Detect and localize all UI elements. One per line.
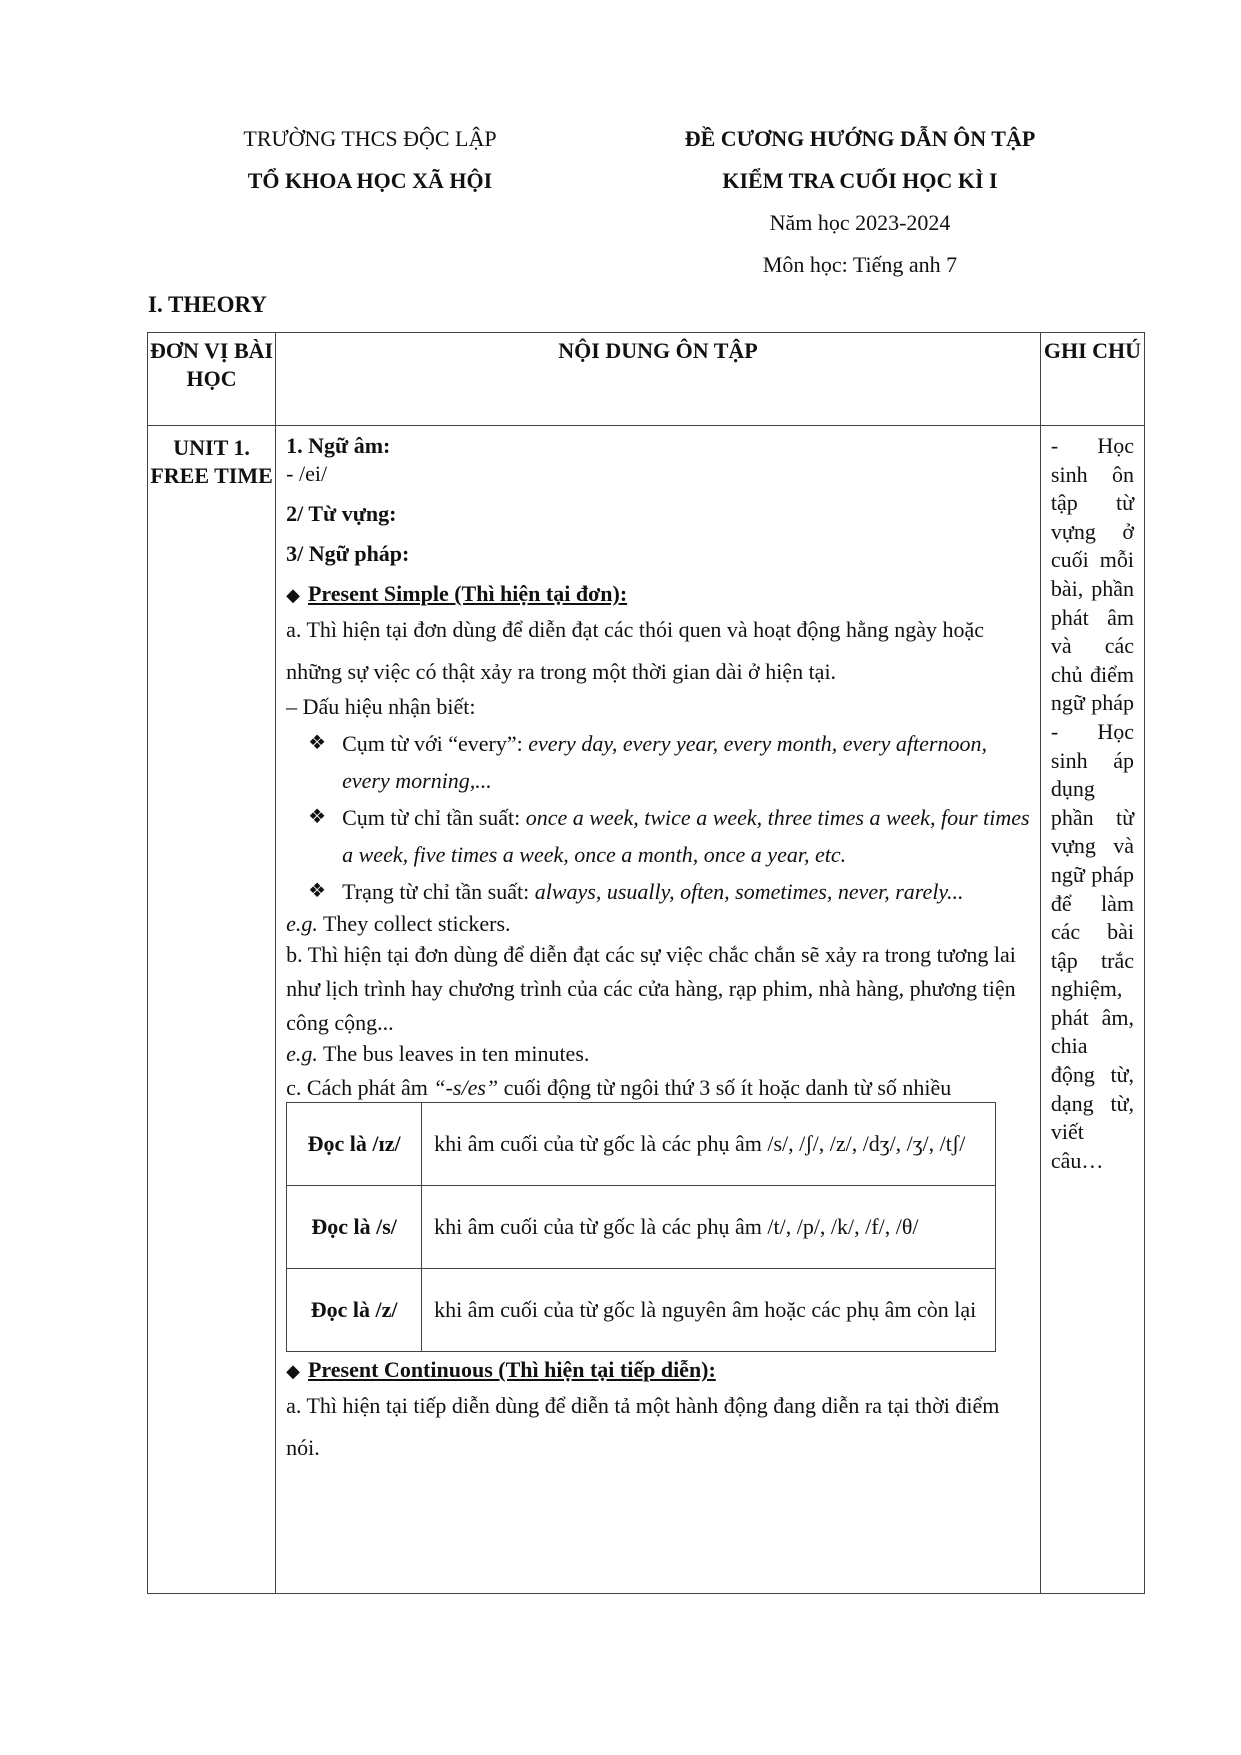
present-continuous-heading <box>286 1356 1030 1385</box>
present-continuous-usage-a: a. Thì hiện tại tiếp diễn dùng để diễn tả một hành động đang diễn ra tại thời điểm nói. <box>286 1393 1000 1460</box>
bullet-examples: once a week, twice a week, three times a week, four times a week, five times a week, once a month, once a year, etc. <box>342 805 1030 867</box>
subject-line: Môn học: Tiếng anh 7 <box>762 252 958 277</box>
table-row <box>287 1103 996 1186</box>
diamond-bullet-icon: ◆ <box>286 585 300 605</box>
eg-label: e.g. <box>286 1041 318 1066</box>
note-cell: - Học sinh ôn tập từ vựng ở cuối mỗi bài, phần phát âm và các chủ điểm ngữ pháp - Học sinh áp dụng phần từ vựng và ngữ pháp để làm các bài tập trắc nghiệm, phát âm, chia động từ, dạng từ, viết câu… <box>1040 426 1144 1594</box>
table-row <box>148 426 1145 1594</box>
review-table <box>147 332 1145 1594</box>
example-2-text: The bus leaves in ten minutes. <box>317 1041 590 1066</box>
bullet-lead: Cụm từ với “every”: <box>342 731 529 756</box>
sound-rule: khi âm cuối của từ gốc là các phụ âm /s/, /ʃ/, /z/, /dʒ/, /ʒ/, /tʃ/ <box>422 1103 996 1186</box>
signs-list <box>286 725 1030 910</box>
school-header <box>200 118 540 202</box>
example-1-text: They collect stickers. <box>317 911 511 936</box>
example-1 <box>286 910 1030 938</box>
bullet-examples: every day, every year, every month, every afternoon, every morning,... <box>342 731 987 793</box>
list-item <box>286 725 1030 799</box>
sound-label: Đọc là /z/ <box>287 1269 422 1352</box>
sound-label: Đọc là /s/ <box>287 1186 422 1269</box>
present-simple-usage-b: b. Thì hiện tại đơn dùng để diễn đạt các sự việc chắc chắn sẽ xảy ra trong tương lai như lịch trình hay chương trình của các cửa hàng, rạp phim, nhà hàng, phương tiện công cộng... <box>286 942 1016 1035</box>
document-header <box>640 118 1080 286</box>
bullet-lead: Trạng từ chỉ tần suất: <box>342 879 535 904</box>
table-row <box>287 1186 996 1269</box>
diamond-bullet-icon: ◆ <box>286 1361 300 1381</box>
present-simple-usage-a: a. Thì hiện tại đơn dùng để diễn đạt các thói quen và hoạt động hằng ngày hoặc những sự việc có thật xảy ra trong một thời gian dài ở hiện tại. <box>286 617 985 684</box>
rule-c-prefix: c. Cách phát âm <box>286 1075 434 1100</box>
bullet-lead: Cụm từ chỉ tần suất: <box>342 805 526 830</box>
header-note: GHI CHÚ <box>1040 333 1144 426</box>
rule-c-suffix: cuối động từ ngôi thứ 3 số ít hoặc danh từ số nhiều <box>498 1075 952 1100</box>
document-title: ĐỀ CƯƠNG HƯỚNG DẪN ÔN TẬP <box>684 126 1036 151</box>
eg-label: e.g. <box>286 911 318 936</box>
school-name: TRƯỜNG THCS ĐỘC LẬP <box>243 126 497 151</box>
example-2 <box>286 1040 1030 1068</box>
header-unit: ĐƠN VỊ BÀI HỌC <box>148 333 276 426</box>
sound-label: Đọc là /ɪz/ <box>287 1103 422 1186</box>
content-cell <box>276 426 1041 1594</box>
present-simple-heading <box>286 580 1030 609</box>
pronunciation-table <box>286 1102 996 1352</box>
vocab-heading: 2/ Từ vựng: <box>286 501 397 526</box>
department-name: TỔ KHOA HỌC XÃ HỘI <box>247 168 493 193</box>
star-bullet-icon: ❖ <box>308 732 327 754</box>
table-row <box>287 1269 996 1352</box>
sound-rule: khi âm cuối của từ gốc là nguyên âm hoặc các phụ âm còn lại <box>422 1269 996 1352</box>
sound-rule: khi âm cuối của từ gốc là các phụ âm /t/, /p/, /k/, /f/, /θ/ <box>422 1186 996 1269</box>
header-content: NỘI DUNG ÔN TẬP <box>276 333 1041 426</box>
school-year: Năm học 2023-2024 <box>769 210 951 235</box>
phonetics-heading: 1. Ngữ âm: <box>286 433 391 458</box>
present-continuous-title: Present Continuous (Thì hiện tại tiếp diễn): <box>307 1357 716 1382</box>
table-header-row <box>148 333 1145 426</box>
unit-cell: UNIT 1. FREE TIME <box>148 426 276 1594</box>
signs-label: – Dấu hiệu nhận biết: <box>286 694 476 719</box>
present-simple-title: Present Simple (Thì hiện tại đơn): <box>307 581 628 606</box>
bullet-examples: always, usually, often, sometimes, never, rarely... <box>534 879 964 904</box>
list-item <box>286 873 1030 910</box>
pronunciation-rule-c <box>286 1076 1030 1100</box>
exam-title: KIỂM TRA CUỐI HỌC KÌ I <box>722 168 998 193</box>
grammar-heading: 3/ Ngữ pháp: <box>286 541 410 566</box>
phonetics-item: - /ei/ <box>286 461 328 486</box>
list-item <box>286 799 1030 873</box>
star-bullet-icon: ❖ <box>308 880 327 902</box>
rule-c-ending: “-s/es” <box>433 1075 499 1100</box>
star-bullet-icon: ❖ <box>308 806 327 828</box>
section-title: I. THEORY <box>148 292 267 317</box>
